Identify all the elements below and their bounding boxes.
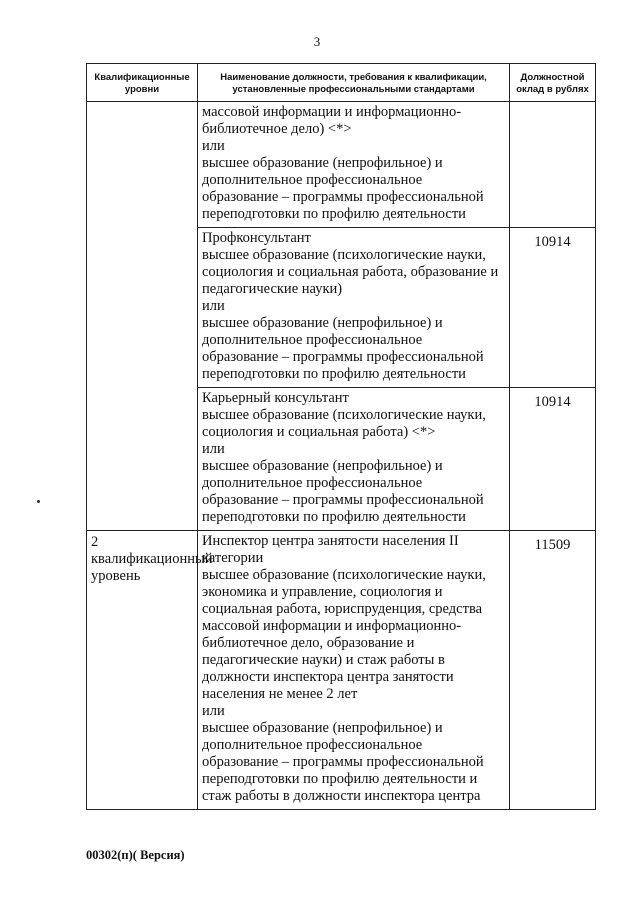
scan-speck	[37, 500, 40, 503]
requirement-line: социология и социальная работа, образование и	[202, 264, 499, 280]
requirement-line: библиотечное дело, образование и	[202, 635, 415, 651]
document-code: 00302(п)( Версия)	[86, 848, 185, 862]
salary-cell	[510, 388, 596, 531]
requirement-line: высшее образование (психологические науки,	[202, 407, 486, 423]
requirement-line: образование – программы профессиональной	[202, 349, 484, 365]
header-position-requirements-label: Наименование должности, требования к квалификации, установленные профессиональными стандартами	[220, 72, 487, 95]
salary-value: 10914	[534, 234, 571, 250]
salary-value: 11509	[534, 537, 571, 553]
header-salary-label: Должностной оклад в рублях	[516, 72, 589, 95]
qualification-level-cell	[87, 228, 198, 388]
requirement-line: Инспектор центра занятости населения II	[202, 533, 459, 549]
salary-cell	[510, 228, 596, 388]
requirement-line: высшее образование (непрофильное) и	[202, 720, 443, 736]
position-requirements-cell	[198, 102, 510, 228]
requirement-line: дополнительное профессиональное	[202, 475, 423, 491]
requirement-line: библиотечное дело) <*>	[202, 121, 352, 137]
requirement-line: высшее образование (психологические науки,	[202, 247, 486, 263]
requirement-line: высшее образование (психологические науки,	[202, 567, 486, 583]
table-header-row	[87, 64, 596, 102]
position-requirements-text	[198, 531, 509, 809]
requirement-line: образование – программы профессиональной	[202, 189, 484, 205]
requirement-line: Профконсультант	[202, 230, 311, 246]
requirement-line: населения не менее 2 лет	[202, 686, 358, 702]
salary-cell	[510, 102, 596, 228]
requirement-line: высшее образование (непрофильное) и	[202, 315, 443, 331]
requirement-line: или	[202, 703, 225, 719]
header-qualification-levels-label: Квалификационные уровни	[94, 72, 190, 95]
position-requirements-text	[198, 388, 509, 530]
position-requirements-cell	[198, 388, 510, 531]
requirement-line: социология и социальная работа) <*>	[202, 424, 436, 440]
requirement-line: педагогические науки) и стаж работы в	[202, 652, 445, 668]
table-row	[87, 388, 596, 531]
table-row	[87, 228, 596, 388]
requirement-line: социальная работа, юриспруденция, средства	[202, 601, 483, 617]
requirement-line: или	[202, 138, 225, 154]
header-qualification-levels	[87, 64, 198, 102]
position-requirements-cell	[198, 531, 510, 810]
qualification-level	[87, 388, 197, 394]
requirement-line: высшее образование (непрофильное) и	[202, 155, 443, 171]
requirement-line: или	[202, 441, 225, 457]
requirement-line: дополнительное профессиональное	[202, 332, 423, 348]
requirement-line: переподготовки по профилю деятельности	[202, 366, 466, 382]
requirement-line: образование – программы профессиональной	[202, 492, 484, 508]
salary-value	[510, 102, 595, 108]
position-requirements-text	[198, 102, 509, 227]
salary-cell	[510, 531, 596, 810]
qualification-level-cell	[87, 102, 198, 228]
table-row	[87, 102, 596, 228]
position-requirements-cell	[198, 228, 510, 388]
requirement-line: высшее образование (непрофильное) и	[202, 458, 443, 474]
page-number: 3	[313, 34, 321, 49]
table-row	[87, 531, 596, 810]
header-position-requirements	[198, 64, 510, 102]
requirement-line: массовой информации и информационно-	[202, 618, 462, 634]
requirement-line: массовой информации и информационно-	[202, 104, 462, 120]
header-salary	[510, 64, 596, 102]
requirement-line: дополнительное профессиональное	[202, 172, 423, 188]
requirement-line: педагогические науки)	[202, 281, 343, 297]
position-requirements-text	[198, 228, 509, 387]
qualification-level-cell	[87, 531, 213, 810]
qualification-level: 2 квалификационный уровень	[91, 534, 213, 584]
requirement-line: переподготовки по профилю деятельности	[202, 206, 466, 222]
qualification-level	[87, 228, 197, 234]
requirement-line: переподготовки по профилю деятельности и	[202, 771, 478, 787]
qualification-table	[86, 63, 596, 810]
requirement-line: должности инспектора центра занятости	[202, 669, 454, 685]
requirement-line: экономика и управление, социология и	[202, 584, 443, 600]
requirement-line: Карьерный консультант	[202, 390, 349, 406]
requirement-line: или	[202, 298, 225, 314]
requirement-line: дополнительное профессиональное	[202, 737, 423, 753]
qualification-level	[87, 102, 197, 108]
requirement-line: переподготовки по профилю деятельности	[202, 509, 466, 525]
qualification-level-cell	[87, 388, 198, 531]
requirement-line: образование – программы профессиональной	[202, 754, 484, 770]
requirement-line: категории	[202, 550, 264, 566]
requirement-line: стаж работы в должности инспектора центра	[202, 788, 481, 804]
salary-value: 10914	[534, 394, 571, 410]
